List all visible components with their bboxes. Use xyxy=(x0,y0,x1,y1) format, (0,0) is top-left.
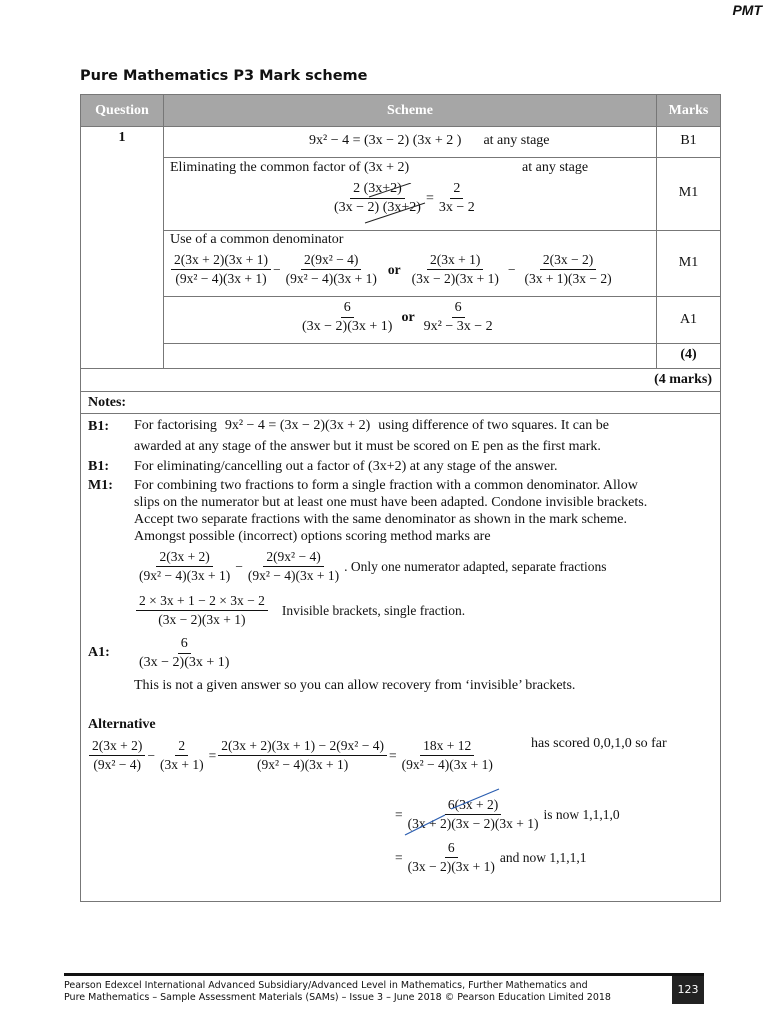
fraction xyxy=(157,738,207,773)
footer-text xyxy=(64,980,664,1004)
footer-line-1: Pearson Edexcel International Advanced Subsidiary/Advanced Level in Mathematics, Further Mathematics and xyxy=(64,980,588,991)
row-1-note: at any stage xyxy=(483,133,550,148)
fraction-denominator: (3x − 2)(3x + 1) xyxy=(411,271,499,286)
m1-example-1 xyxy=(134,549,607,584)
fraction xyxy=(245,549,342,584)
fraction-numerator: 2 xyxy=(175,738,188,756)
fraction-denominator: (9x² − 4)(3x + 1) xyxy=(401,757,493,772)
fraction-denominator: (3x − 2) (3x+2) xyxy=(334,200,421,215)
scheme-row-1 xyxy=(309,133,550,149)
equals-sign: = xyxy=(395,806,403,822)
fraction-numerator: 6 xyxy=(341,300,354,318)
equals-sign: = xyxy=(388,747,397,763)
note-text: is now 1,1,1,0 xyxy=(543,806,620,822)
notes-label: Notes: xyxy=(88,395,127,410)
a1-expression xyxy=(134,636,234,671)
divider xyxy=(81,126,720,127)
fraction-numerator: 2(3x + 2) xyxy=(156,549,212,567)
divider xyxy=(81,368,720,369)
note-text: using difference of two squares. It can be xyxy=(378,418,609,433)
fraction-numerator: 6 xyxy=(445,840,458,858)
fraction-numerator: 2(9x² − 4) xyxy=(263,549,323,567)
note-m1-line-1: For combining two fractions to form a single fraction with a common denominator. Allow xyxy=(134,478,638,493)
row-3-text: Use of a common denominator xyxy=(170,232,344,247)
fraction-numerator: 6 xyxy=(452,300,465,318)
equals-sign: = xyxy=(208,747,217,763)
note-b1-line-1 xyxy=(134,418,609,434)
fraction xyxy=(283,252,380,287)
or-label: or xyxy=(401,309,415,325)
fraction xyxy=(399,738,496,773)
header-marks: Marks xyxy=(668,103,709,118)
mark-row-1: B1 xyxy=(680,133,697,148)
equals-sign: = xyxy=(425,190,434,206)
alternative-line-3 xyxy=(395,840,586,875)
footer-line-2: Pure Mathematics – Sample Assessment Materials (SAMs) – Issue 3 – June 2018 © Pearson Education Limited 2018 xyxy=(64,992,611,1003)
row-2-note: at any stage xyxy=(522,160,589,175)
fraction xyxy=(218,738,387,773)
divider xyxy=(163,95,164,368)
note-b1-line-2: awarded at any stage of the answer but it must be scored on E pen as the first mark. xyxy=(134,439,601,454)
fraction-denominator: (3x − 2)(3x + 1) xyxy=(139,655,230,670)
fraction xyxy=(171,252,271,287)
fraction-numerator: 2 × 3x + 1 − 2 × 3x − 2 xyxy=(136,593,268,611)
cancel-strike-marks xyxy=(403,787,503,837)
fraction-denominator: (3x + 2)(3x − 2)(3x + 1) xyxy=(407,816,539,831)
note-text: and now 1,1,1,1 xyxy=(499,849,587,865)
fraction-denominator: (9x² − 4) xyxy=(93,757,141,772)
note-m1-line-4: Amongst possible (incorrect) options scoring method marks are xyxy=(134,529,491,544)
pmt-tag: PMT xyxy=(732,2,762,18)
or-label: or xyxy=(387,261,401,277)
row-3-expression xyxy=(169,252,617,287)
note-b1b-text: For eliminating/cancelling out a factor of (3x+2) at any stage of the answer. xyxy=(134,459,558,474)
fraction-numerator: 6 xyxy=(178,636,191,654)
divider xyxy=(163,296,720,297)
factorisation-expr: 9x² − 4 = (3x − 2) (3x + 2 ) xyxy=(309,133,462,148)
minus-sign: − xyxy=(507,261,516,277)
divider xyxy=(163,157,720,158)
mark-scheme-table xyxy=(80,94,721,902)
fraction-denominator: 3x − 2 xyxy=(438,200,475,215)
fraction-denominator: (3x + 1) xyxy=(159,757,204,772)
total-marks: (4 marks) xyxy=(654,372,712,387)
fraction xyxy=(521,252,614,287)
note-text: For factorising xyxy=(134,418,217,433)
fraction-numerator: 2 (3x+2) xyxy=(350,181,405,199)
fraction-numerator: 2(3x + 2)(3x + 1) xyxy=(171,252,271,270)
fraction xyxy=(405,840,498,875)
fraction xyxy=(299,300,395,335)
fraction-denominator: 9x² − 3x − 2 xyxy=(423,319,493,334)
equals-sign: = xyxy=(395,849,403,865)
fraction-numerator: 2(3x + 1) xyxy=(427,252,483,270)
cancel-strike-marks xyxy=(361,183,431,225)
fraction xyxy=(136,593,268,628)
fraction-numerator: 6(3x + 2) xyxy=(445,797,501,815)
note-b1-label: B1: xyxy=(88,459,109,474)
fraction xyxy=(421,300,496,335)
note-text: . Only one numerator adapted, separate fractions xyxy=(344,558,607,574)
fraction-denominator: (3x + 1)(3x − 2) xyxy=(524,271,612,286)
mark-row-4: A1 xyxy=(679,312,698,327)
table-header xyxy=(81,95,720,126)
note-m1-line-2: slips on the numerator but at least one must have been adapted. Condone invisible brackets. xyxy=(134,495,648,510)
header-scheme: Scheme xyxy=(387,103,433,118)
fraction-denominator: (9x² − 4)(3x + 1) xyxy=(139,568,231,583)
result-fraction xyxy=(436,181,478,216)
m1-example-2 xyxy=(134,593,465,628)
fraction-numerator: 2(3x − 2) xyxy=(540,252,596,270)
note-m1-label: M1: xyxy=(88,478,113,493)
mark-row-2: M1 xyxy=(678,185,699,200)
note-b1-label: B1: xyxy=(88,419,109,434)
row-4-expression xyxy=(297,300,498,335)
fraction-numerator: 2(3x + 2)(3x + 1) − 2(9x² − 4) xyxy=(218,738,387,756)
note-a1-text: This is not a given answer so you can allow recovery from ‘invisible’ brackets. xyxy=(134,678,576,693)
alternative-label: Alternative xyxy=(88,717,156,732)
question-number: 1 xyxy=(118,130,126,145)
header-question: Question xyxy=(95,103,149,118)
fraction xyxy=(136,636,232,671)
mark-row-3: M1 xyxy=(678,255,699,270)
fraction-denominator: (9x² − 4)(3x + 1) xyxy=(256,757,349,772)
fraction-denominator: (3x − 2)(3x + 1) xyxy=(407,859,495,874)
fraction-denominator: (9x² − 4)(3x + 1) xyxy=(285,271,377,286)
mark-row-5: (4) xyxy=(680,347,697,362)
page-title: Pure Mathematics P3 Mark scheme xyxy=(80,68,368,84)
alternative-line-1 xyxy=(87,738,498,773)
fraction xyxy=(136,549,233,584)
fraction xyxy=(89,738,145,773)
divider xyxy=(81,413,720,414)
note-text: Invisible brackets, single fraction. xyxy=(281,602,466,618)
fraction-numerator: 2(9x² − 4) xyxy=(301,252,361,270)
fraction-denominator: (9x² − 4)(3x + 1) xyxy=(175,271,267,286)
page-footer xyxy=(64,973,704,1003)
fraction xyxy=(409,252,502,287)
fraction-numerator: 18x + 12 xyxy=(420,738,474,756)
page-number: 123 xyxy=(672,976,704,1004)
divider xyxy=(163,343,720,344)
row-2-text: Eliminating the common factor of (3x + 2) xyxy=(170,160,410,175)
note-a1-label: A1: xyxy=(88,645,110,660)
note-m1-line-3: Accept two separate fractions with the same denominator as shown in the mark scheme. xyxy=(134,512,627,527)
fraction-denominator: (3x − 2)(3x + 1) xyxy=(158,612,246,627)
divider xyxy=(163,230,720,231)
divider xyxy=(81,391,720,392)
note-expression: 9x² − 4 = (3x − 2)(3x + 2) xyxy=(224,418,371,433)
fraction-denominator: (3x − 2)(3x + 1) xyxy=(302,319,393,334)
fraction-numerator: 2 xyxy=(450,181,463,199)
minus-sign: − xyxy=(147,747,155,763)
minus-sign: − xyxy=(235,558,243,574)
alternative-score-1: has scored 0,0,1,0 so far xyxy=(531,736,667,751)
fraction-numerator: 2(3x + 2) xyxy=(89,738,145,756)
fraction-denominator: (9x² − 4)(3x + 1) xyxy=(247,568,340,583)
minus-sign: − xyxy=(272,261,281,277)
